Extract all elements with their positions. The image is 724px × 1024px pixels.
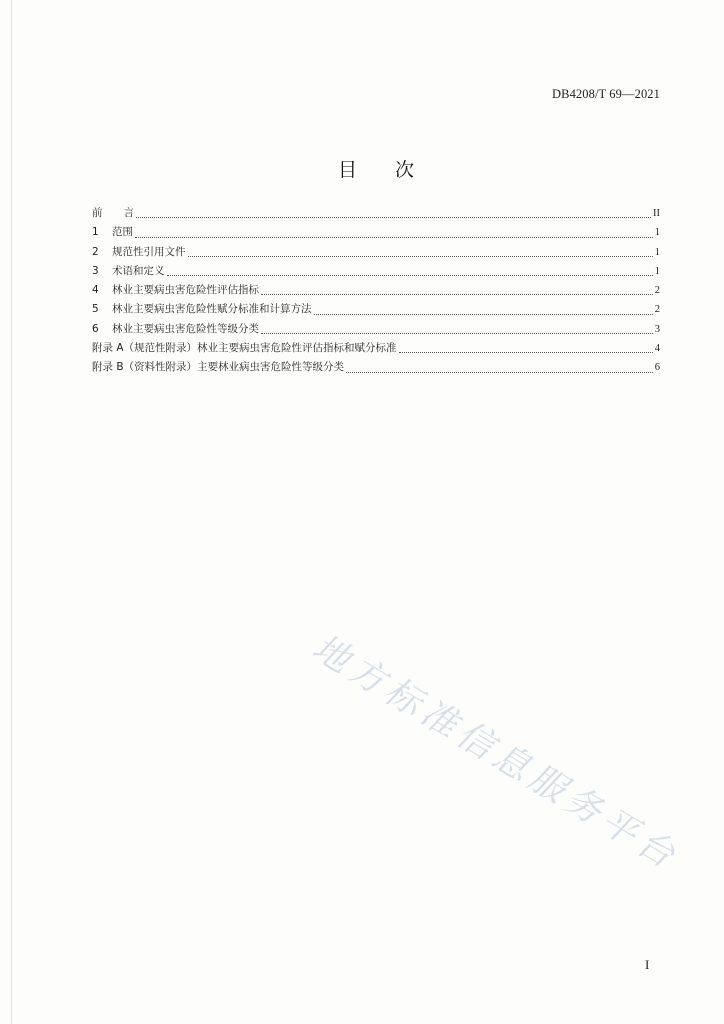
- toc-entry-number: 2: [92, 245, 99, 258]
- page-title: 目 次: [337, 159, 414, 181]
- toc-entry-foreword[interactable]: [92, 204, 660, 223]
- page-number: I: [645, 957, 650, 972]
- toc-entry-number: 3: [92, 264, 99, 277]
- toc-entry-normative-references[interactable]: [92, 243, 660, 262]
- toc-entry-terms-definitions[interactable]: [92, 262, 660, 281]
- toc-entry-number: 5: [92, 303, 99, 316]
- toc-entry-number: 1: [92, 226, 99, 239]
- dot-leader: [399, 351, 653, 353]
- toc-entry-label: 范围: [112, 226, 133, 239]
- toc-entry-label: 前 言: [92, 207, 134, 219]
- dot-leader: [346, 371, 653, 373]
- dot-leader: [136, 216, 651, 218]
- toc-entry-page: 2: [654, 304, 660, 316]
- dot-leader: [167, 274, 653, 276]
- toc-entry-page: 1: [654, 265, 660, 277]
- toc-entry-scope[interactable]: [92, 223, 660, 242]
- dot-leader: [188, 255, 653, 257]
- toc-entry-page: 6: [654, 362, 660, 374]
- toc-entry-appendix-a[interactable]: [92, 339, 660, 358]
- dot-leader: [314, 313, 653, 315]
- watermark: 地方标准信息服务平台: [303, 630, 693, 878]
- toc-entry-page: 4: [654, 343, 660, 355]
- dot-leader: [261, 293, 653, 295]
- toc-entry-label: 附录 A（规范性附录）林业主要病虫害危险性评估指标和赋分标准: [92, 342, 397, 355]
- dot-leader: [135, 236, 653, 238]
- toc-entry-page: 3: [654, 323, 660, 335]
- toc-entry-appendix-b[interactable]: [92, 358, 660, 377]
- toc-entry-number: 4: [92, 284, 99, 297]
- toc-entry-page: 1: [654, 227, 660, 239]
- toc-entry-scoring-method[interactable]: [92, 300, 660, 319]
- document-code: DB4208/T 69—2021: [552, 87, 660, 101]
- toc-entry-page: 2: [654, 285, 660, 297]
- toc-entry-page: 1: [654, 246, 660, 258]
- toc-entry-assessment-indicators[interactable]: [92, 281, 660, 300]
- dot-leader: [261, 332, 653, 334]
- toc-entry-label: 林业主要病虫害危险性赋分标准和计算方法: [112, 303, 312, 316]
- toc-entry-number: 6: [92, 322, 99, 335]
- toc-entry-page: II: [653, 208, 660, 219]
- toc-entry-label: 林业主要病虫害危险性评估指标: [112, 284, 259, 297]
- table-of-contents: [92, 204, 660, 378]
- toc-entry-label: 术语和定义: [112, 264, 165, 277]
- toc-entry-risk-classification[interactable]: [92, 320, 660, 339]
- toc-entry-label: 林业主要病虫害危险性等级分类: [112, 322, 259, 335]
- toc-entry-label: 规范性引用文件: [112, 245, 186, 258]
- scan-edge-line: [11, 0, 12, 1024]
- toc-entry-label: 附录 B（资料性附录）主要林业病虫害危险性等级分类: [92, 361, 345, 374]
